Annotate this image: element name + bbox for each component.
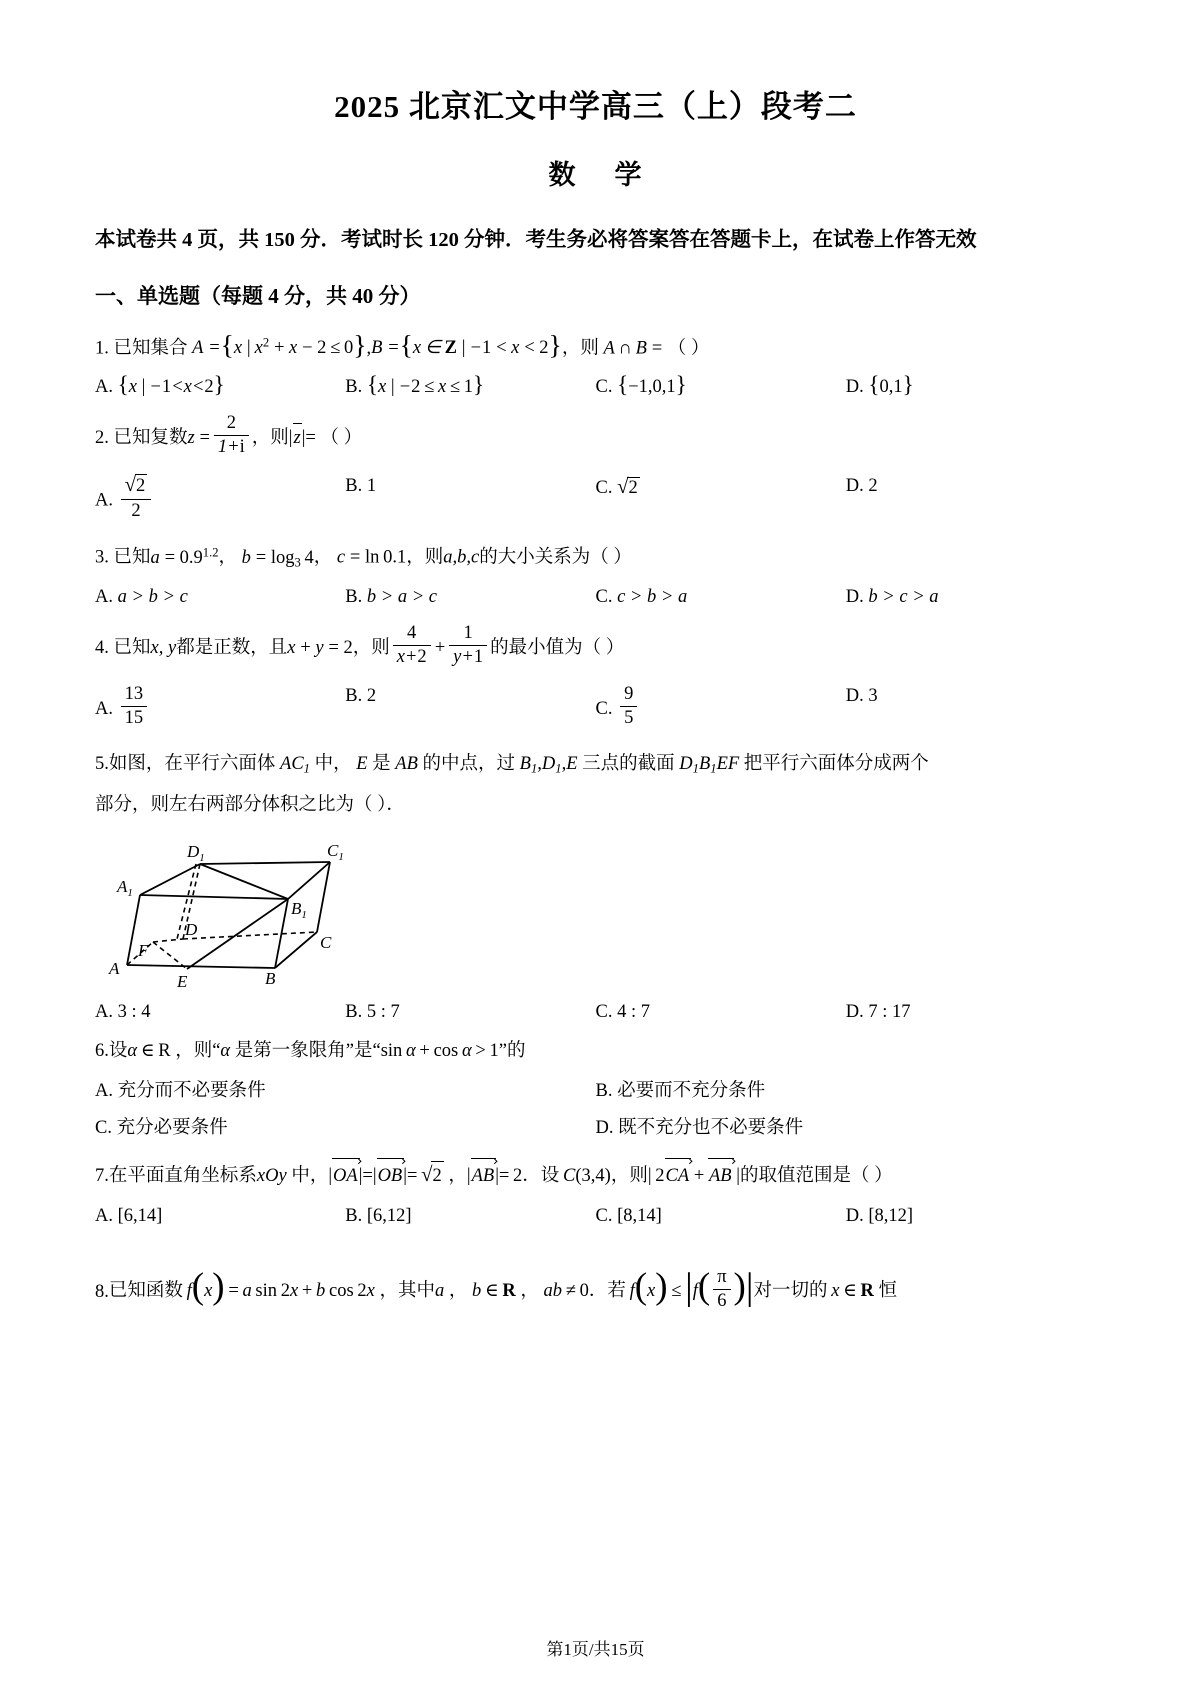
question-2-option-b[interactable]: [345, 476, 595, 497]
question-5-number: 5.: [95, 754, 109, 775]
option-text: [6,12]: [366, 1205, 412, 1226]
question-5-line1: 如图，在平行六面体 $AC_1$ 中， E 是 AB 的中点，过 $B_1,D_1,E$ 三点的截面 $D_1B_1EF$ 把平行六面体分成两个: [108, 754, 929, 776]
question-3-expr-a: $a = 0.9^{1.2}$: [150, 545, 219, 568]
option-text: 充分必要条件: [116, 1118, 228, 1139]
question-3-option-c[interactable]: [596, 587, 846, 608]
question-4: [95, 608, 1096, 672]
question-8-stem: 已知函数 f(x) = a sin 2x + b cos 2x ，其中a ， b ∈ R ， ab ≠ 0．若 f(x) ≤ |f( $\frac{\pi}{6}$ )|对一切的 x ∈ R 恒: [108, 1265, 898, 1311]
question-5: [95, 733, 1096, 820]
question-2: [95, 398, 1096, 462]
question-5-options: [95, 992, 1096, 1023]
question-2-blank: （ ）: [320, 427, 363, 448]
option-label: D.: [845, 586, 864, 607]
option-label: A.: [95, 1205, 113, 1226]
question-1-option-d[interactable]: [845, 372, 1096, 399]
option-label: B.: [345, 685, 363, 706]
question-2-option-c[interactable]: [596, 476, 846, 499]
option-label: B.: [595, 1081, 613, 1102]
question-1-tail: ，则: [561, 338, 599, 359]
option-text: 既不充分也不必要条件: [618, 1118, 804, 1139]
question-3-tail: 的大小关系为（ ）: [479, 547, 632, 568]
question-6-options-row2: [95, 1102, 1096, 1139]
question-2-result: |z|=: [289, 428, 316, 448]
option-text: {x | −1<x<2}: [117, 372, 225, 399]
option-label: C.: [595, 586, 613, 607]
question-4-option-a[interactable]: [95, 686, 345, 733]
question-7-option-d[interactable]: [846, 1206, 1096, 1227]
question-5-option-b[interactable]: [345, 1002, 595, 1023]
question-2-lead: 已知复数: [113, 427, 188, 448]
option-label: C.: [595, 1205, 613, 1226]
vertex-label-C: C: [320, 932, 332, 952]
option-text: c > b > a: [617, 586, 688, 607]
question-7-options: [95, 1192, 1096, 1227]
question-2-number: 2.: [95, 427, 109, 448]
question-4-option-c[interactable]: [596, 686, 846, 733]
page-title: 2025 北京汇文中学高三（上）段考二: [334, 89, 857, 124]
vertex-label-D: D: [185, 919, 198, 939]
question-6-option-b[interactable]: [596, 1076, 1097, 1102]
option-text: 必要而不充分条件: [617, 1081, 766, 1102]
option-text: 充分而不必要条件: [117, 1081, 266, 1102]
question-4-cond: x + y = 2: [287, 637, 353, 658]
option-text: [8,14]: [617, 1205, 662, 1226]
subject-char-1: 数: [548, 159, 577, 190]
option-label: A.: [95, 376, 113, 397]
option-text: $\frac{√2}{2}$: [118, 490, 155, 510]
vertex-label-E: E: [177, 971, 188, 987]
question-8: [95, 1227, 1096, 1316]
option-label: A.: [95, 698, 113, 719]
option-text: 2: [868, 476, 878, 497]
question-7-option-c[interactable]: [596, 1206, 846, 1227]
option-label: A.: [95, 1081, 113, 1102]
question-5-line2: 部分，则左右两部分体积之比为（ ）．: [95, 795, 405, 816]
question-2-options: [95, 462, 1096, 526]
question-3-lead: 已知: [113, 547, 151, 568]
option-text: [6,14]: [117, 1205, 163, 1226]
option-label: C.: [595, 376, 613, 397]
question-6-option-a[interactable]: [95, 1076, 596, 1102]
option-text: {0,1}: [868, 372, 914, 399]
question-1-options: [95, 363, 1096, 398]
question-7: [95, 1139, 1096, 1191]
question-1-set-b: B ={x ∈ Z | −1 < x < 2}: [371, 329, 562, 361]
question-6-option-c[interactable]: [95, 1113, 596, 1139]
question-5-figure-wrap: [95, 820, 1096, 992]
option-label: C.: [95, 1118, 112, 1139]
question-6-number: 6.: [95, 1040, 109, 1061]
option-label: C.: [595, 1001, 613, 1022]
option-label: B.: [345, 376, 363, 397]
question-7-stem: 在平面直角坐标系xOy 中，|OA|=|OB|= √2 ，|AB|= 2．设 C(3,4)，则| 2CA + AB |的取值范围是（ ）: [109, 1166, 893, 1186]
vertex-label-C1: $C_1$: [327, 840, 344, 863]
option-text: 4 : 7: [617, 1001, 650, 1022]
vertex-label-D1: $D_1$: [187, 841, 205, 864]
option-label: A.: [95, 1001, 113, 1022]
question-3: 3. 已知$a = 0.9^{1.2}$， $b = \log_3 4$， c = ln 0.1，则a,b,c的大小关系为（ ）: [95, 545, 632, 570]
vertex-label-A: A: [109, 958, 120, 978]
question-4-option-b[interactable]: [345, 686, 595, 707]
subject-title: [95, 127, 1096, 192]
question-1-blank: （ ）: [667, 338, 710, 359]
question-1-option-b[interactable]: [345, 372, 595, 399]
question-7-option-b[interactable]: [345, 1206, 595, 1227]
question-2-option-a[interactable]: [95, 476, 345, 526]
vertex-label-B1: $B_1$: [291, 898, 307, 921]
option-text: √2: [617, 476, 638, 499]
option-text: b > c > a: [868, 586, 939, 607]
question-1-lead: 已知集合: [113, 338, 188, 359]
option-text: $\frac{9}{5}$: [617, 699, 640, 719]
question-1-option-c[interactable]: [595, 372, 846, 399]
question-2-option-d[interactable]: [846, 476, 1096, 497]
question-1-number: 1.: [95, 338, 109, 359]
vertex-label-A1: $A_1$: [117, 876, 133, 899]
question-6-stem: 设α ∈ R ，则“α 是第一象限角”是“sin α + cos α > 1”的: [108, 1040, 526, 1061]
page-footer: 第1页/共15页: [546, 1640, 645, 1659]
option-text: b > a > c: [366, 586, 438, 607]
question-6-option-d[interactable]: [596, 1113, 1097, 1139]
question-1-option-a[interactable]: [95, 372, 345, 399]
question-6: [95, 1023, 1096, 1066]
option-label: B.: [345, 586, 363, 607]
question-3-number: 3.: [95, 547, 109, 568]
option-label: B.: [345, 476, 363, 497]
option-text: 7 : 17: [868, 1001, 911, 1022]
question-4-mid1: 都是正数，且: [176, 637, 288, 658]
option-label: D.: [845, 1001, 864, 1022]
question-7-option-a[interactable]: [95, 1206, 345, 1227]
question-5-option-c[interactable]: [596, 1002, 846, 1023]
vertex-label-B: B: [265, 968, 276, 987]
option-label: A.: [95, 490, 113, 511]
question-3-then: 则: [424, 547, 444, 568]
vertex-label-F: F: [138, 940, 149, 960]
option-label: A.: [95, 586, 113, 607]
question-3-expr-c: c = ln 0.1: [336, 547, 407, 568]
option-label: B.: [345, 1001, 363, 1022]
option-text: 2: [366, 685, 377, 706]
option-label: D.: [845, 1205, 864, 1226]
option-text: [8,12]: [868, 1205, 914, 1226]
question-4-expr: $\frac{4}{x+2}$ + $\frac{1}{y+1}$: [390, 638, 490, 658]
option-label: D.: [845, 376, 864, 397]
question-5-option-d[interactable]: [846, 1002, 1096, 1023]
question-4-number: 4.: [95, 637, 109, 658]
option-label: D.: [595, 1118, 614, 1139]
question-3-expr-b: $b = \log_3 4$: [241, 547, 314, 570]
question-4-options: [95, 672, 1096, 733]
question-1-result: A ∩ B =: [603, 338, 664, 359]
question-3-options: [95, 573, 1096, 608]
option-label: D.: [845, 685, 864, 706]
subject-char-2: 学: [614, 159, 643, 190]
question-4-option-d[interactable]: [846, 686, 1096, 707]
question-3-option-a[interactable]: [95, 587, 345, 608]
question-2-expr: z = $\frac{2}{1+i}$: [188, 428, 252, 448]
option-text: {x | −2 ≤ x ≤ 1}: [366, 372, 485, 399]
question-4-mid2: ，则: [352, 637, 390, 658]
option-text: 5 : 7: [366, 1001, 400, 1022]
option-label: B.: [345, 1205, 363, 1226]
option-text: 1: [366, 476, 377, 497]
question-3-option-d[interactable]: [846, 587, 1096, 608]
question-4-vars: x, y: [150, 637, 177, 658]
question-7-number: 7.: [95, 1166, 109, 1187]
option-text: a > b > c: [117, 586, 188, 607]
question-6-options-row1: [95, 1065, 1096, 1102]
section-heading-single-choice: 一、单选题（每题 4 分，共 40 分）: [95, 283, 421, 308]
question-4-lead: 已知: [113, 637, 151, 658]
question-2-mid: ，则: [251, 427, 289, 448]
option-text: $\frac{13}{15}$: [118, 699, 151, 719]
option-label: C.: [595, 478, 613, 499]
question-8-number: 8.: [95, 1281, 109, 1302]
question-1-set-a: A ={x | $x^2 + x - 2 \le 0$}: [192, 329, 367, 361]
parallelepiped-diagram: [105, 832, 355, 987]
option-text: 3: [868, 685, 878, 706]
question-3-vars: a,b,c: [443, 547, 480, 568]
option-label: D.: [845, 476, 864, 497]
question-1: 1. 已知集合 A ={x | $x^2 + x - 2 \le 0\},B =\{x$ ∈ Z | −1 < x < 2}，则 A ∩ B = （ ）: [95, 329, 710, 361]
question-5-option-a[interactable]: [95, 1002, 345, 1023]
option-text: 3 : 4: [117, 1001, 151, 1022]
option-label: C.: [595, 698, 613, 719]
option-text: {−1,0,1}: [617, 372, 687, 399]
exam-instructions: 本试卷共 4 页，共 150 分．考试时长 120 分钟．考生务必将答案答在答题卡上，在试卷上作答无效: [95, 228, 977, 251]
question-4-tail: 的最小值为（ ）: [490, 637, 625, 658]
question-3-option-b[interactable]: [345, 587, 595, 608]
